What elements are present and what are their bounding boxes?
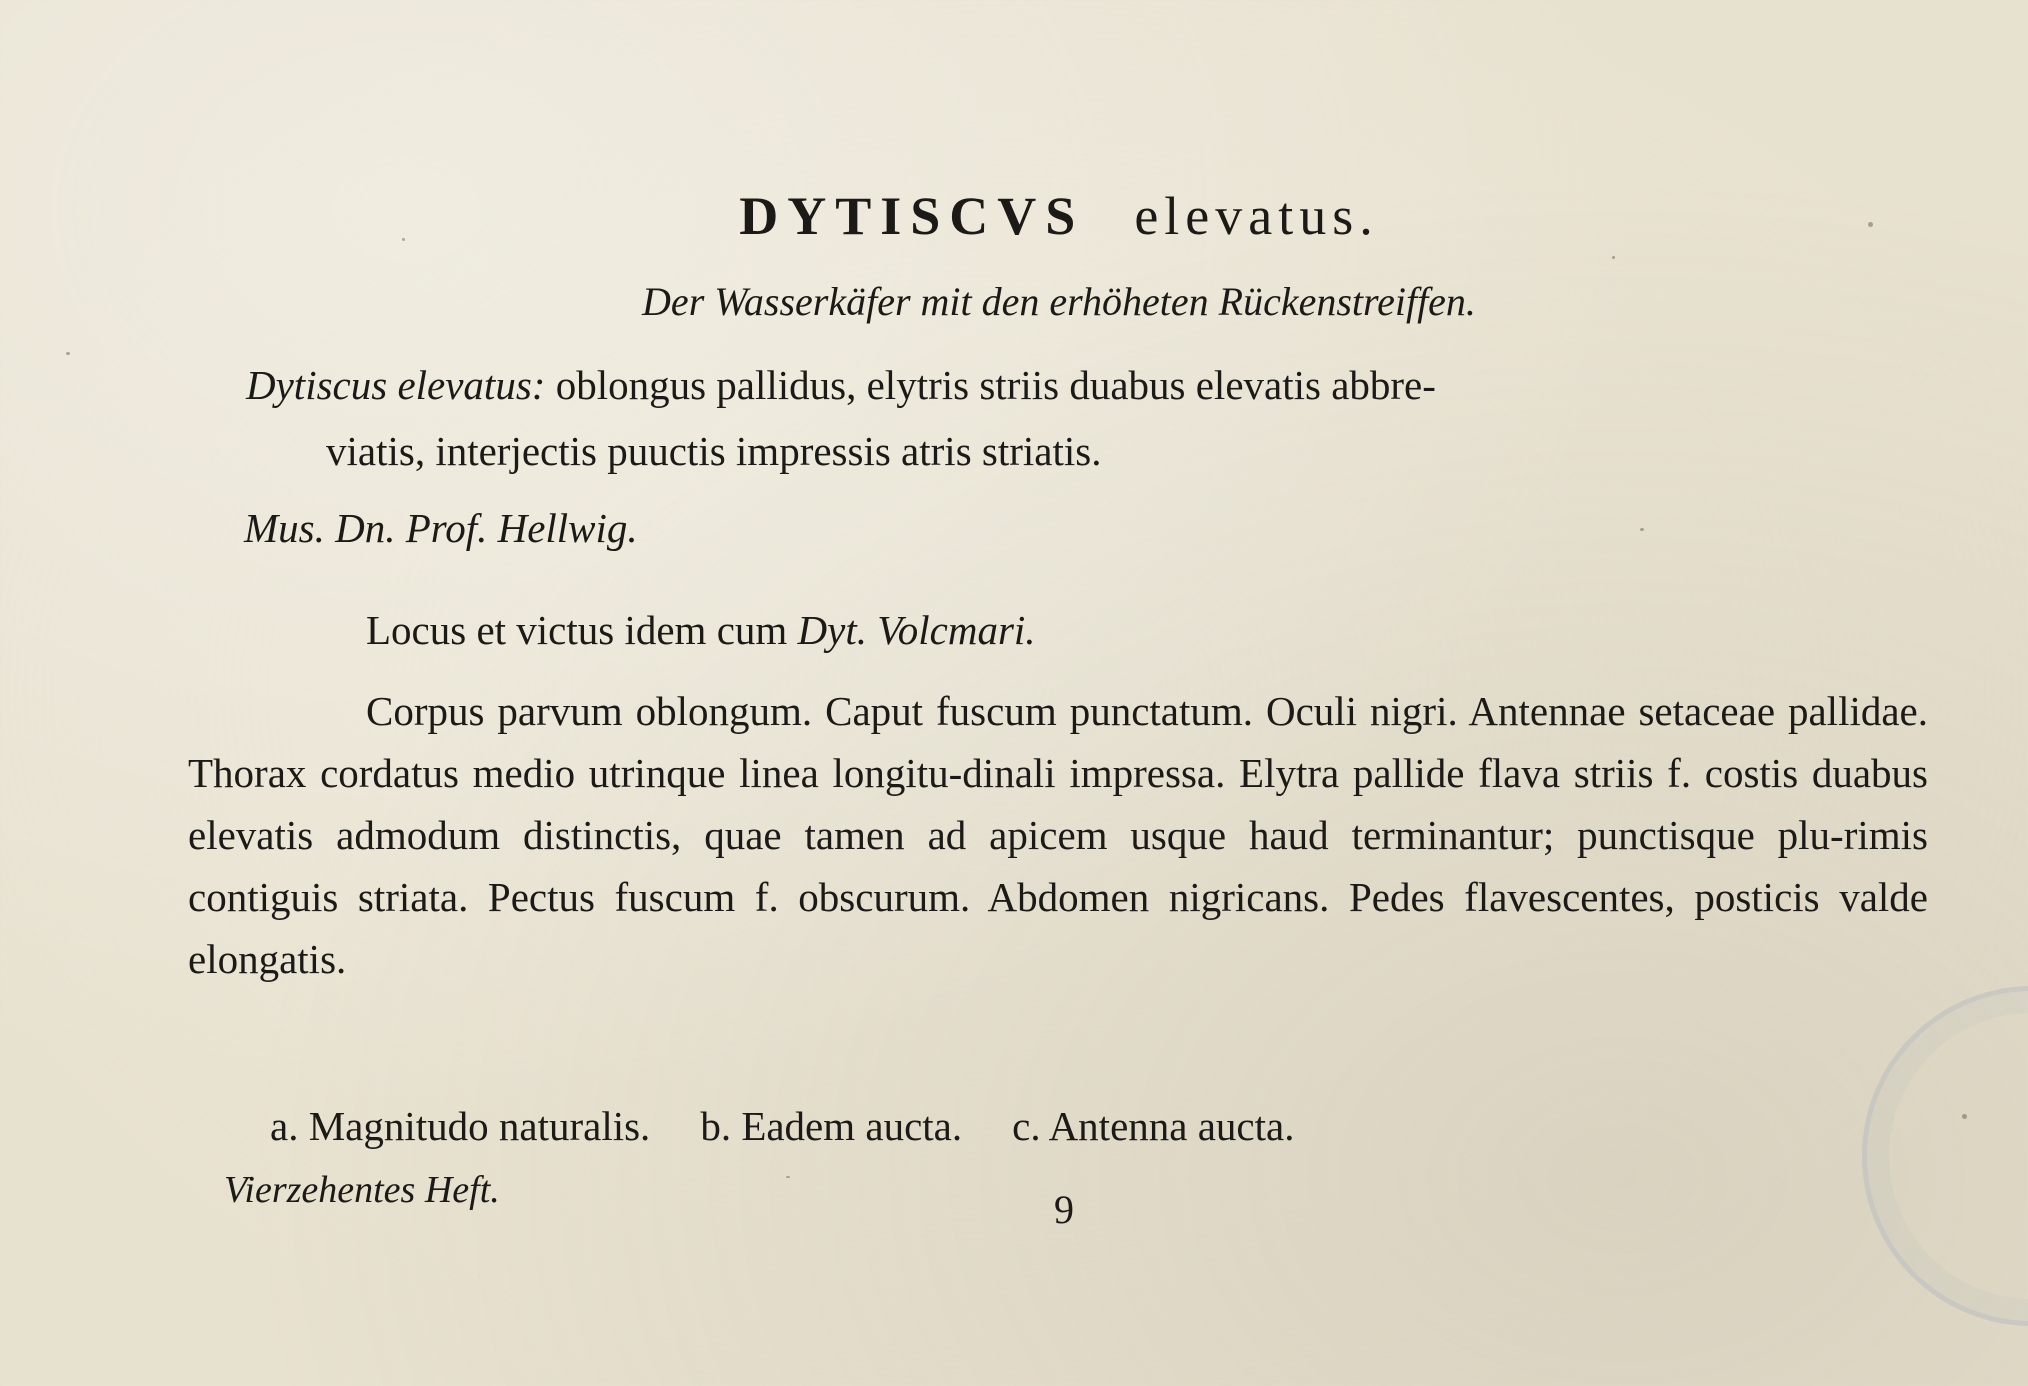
paper-speck — [1640, 528, 1644, 531]
paper-speck — [1868, 222, 1873, 227]
locus-ref: Dyt. Volcmari. — [797, 607, 1036, 653]
description-paragraph: Corpus parvum oblongum. Caput fuscum punctatum. Oculi nigri. Antennae setaceae pallidae. Thorax cordatus medio utrinque linea longitu-dinali impressa. Elytra pallide flava striis f. costis duabus elevatis admodum distinctis, quae tamen ad apicem usque haud terminantur; punctisque plu-rimis contiguis striata. Pectus fuscum f. obscurum. Abdomen nigricans. Pedes flavescentes, posticis valde elongatis. — [188, 688, 1928, 982]
paper-speck — [66, 352, 70, 355]
figure-legend — [270, 1096, 1294, 1156]
page-number: 9 — [1054, 1187, 1074, 1232]
museum-reference: Mus. Dn. Prof. Hellwig. — [244, 505, 638, 551]
figure-b: b. Eadem aucta. — [700, 1103, 963, 1149]
locus-line — [366, 600, 1036, 660]
diagnosis — [246, 352, 1926, 484]
title-genus: DYTISCVS — [739, 186, 1085, 246]
paper-speck — [786, 1176, 790, 1178]
figure-a: a. Magnitudo naturalis. — [270, 1103, 651, 1149]
figure-c: c. Antenna aucta. — [1012, 1103, 1295, 1149]
diagnosis-label: Dytiscus elevatus: — [246, 362, 546, 408]
signature-mark: Vierzehentes Heft. — [224, 1169, 500, 1211]
paper-speck — [1612, 256, 1615, 259]
diagnosis-line-1: oblongus pallidus, elytris striis duabus elevatis abbre- — [555, 362, 1436, 408]
species-title — [0, 186, 2028, 246]
paper-speck — [1962, 1114, 1967, 1119]
paper-speck — [402, 238, 405, 241]
locus-text: Locus et victus idem cum — [366, 607, 788, 653]
library-stamp — [1862, 986, 2028, 1326]
title-species: elevatus. — [1134, 186, 1379, 246]
diagnosis-line-2: viatis, interjectis puuctis impressis atris striatis. — [326, 428, 1102, 474]
german-subtitle: Der Wasserkäfer mit den erhöheten Rückenstreiffen. — [642, 279, 1476, 324]
